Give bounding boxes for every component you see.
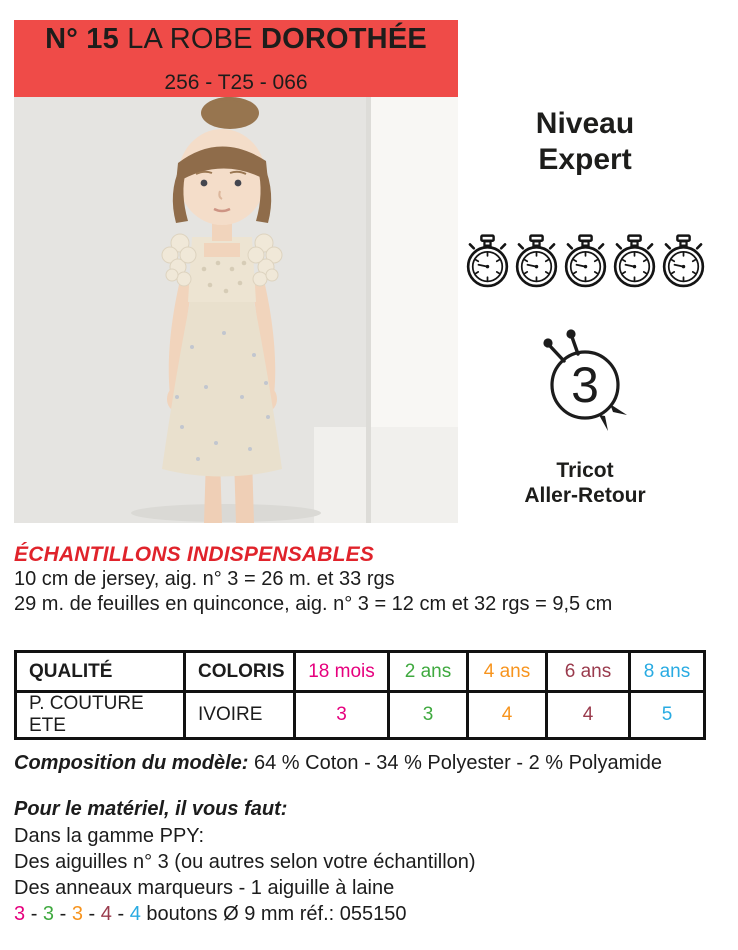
yarn-quantity-table [14,650,706,740]
separator: - [117,903,125,925]
composition-value: 64 % Coton - 34 % Polyester - 2 % Polyamide [254,752,662,774]
buttons-suffix: boutons Ø 9 mm réf.: 055150 [146,903,407,925]
qty-6ans: 4 [547,692,630,739]
level-label [452,106,718,178]
model-photo-illustration [14,97,458,523]
stopwatch-icon [661,234,706,289]
difficulty-stopwatches [452,234,718,289]
qty-8ans: 5 [630,692,705,739]
level-word-1: Niveau [535,107,635,140]
table-data-row [16,692,705,739]
button-count-4ans: 3 [71,903,83,925]
buttons-line [14,903,407,926]
button-count-18mois: 3 [14,903,26,925]
model-photo [14,97,458,523]
pattern-reference: 256 - T25 - 066 [164,71,308,94]
craft-line-2: Aller-Retour [524,484,646,507]
swatches-heading: ÉCHANTILLONS INDISPENSABLES [14,543,375,566]
size-header-4ans: 4 ans [468,652,547,692]
button-count-6ans: 4 [100,903,112,925]
composition-line [14,752,662,775]
quality-value: P. COUTURE ETE [16,692,185,739]
quality-header: QUALITÉ [16,652,185,692]
coloris-header: COLORIS [185,652,295,692]
materials-line-1: Dans la gamme PPY: [14,825,205,847]
title-banner [14,20,458,97]
page-title [14,23,458,56]
materials-heading: Pour le matériel, il vous faut: [14,798,288,820]
stopwatch-icon [514,234,559,289]
needle-size-icon [523,324,647,440]
stopwatch-icon [612,234,657,289]
craft-type-label [452,458,718,508]
qty-2ans: 3 [389,692,468,739]
level-word-2: Expert [538,143,632,176]
button-count-8ans: 4 [129,903,141,925]
size-header-2ans: 2 ans [389,652,468,692]
separator: - [30,903,38,925]
stopwatch-icon [465,234,510,289]
qty-18mois: 3 [295,692,389,739]
swatch-gauge-line-1: 10 cm de jersey, aig. n° 3 = 26 m. et 33 rgs [14,568,395,590]
button-count-2ans: 3 [42,903,55,925]
craft-line-1: Tricot [556,459,614,482]
pattern-article: LA ROBE [127,23,253,55]
pattern-name: DOROTHÉE [260,23,427,55]
size-header-6ans: 6 ans [547,652,630,692]
swatch-gauge-line-2: 29 m. de feuilles en quinconce, aig. n° 3 = 12 cm et 32 rgs = 9,5 cm [14,593,613,615]
table-header-row [16,652,705,692]
size-header-8ans: 8 ans [630,652,705,692]
materials-line-3: Des anneaux marqueurs - 1 aiguille à laine [14,877,395,899]
composition-label: Composition du modèle: [14,752,249,774]
coloris-value: IVOIRE [185,692,295,739]
qty-4ans: 4 [468,692,547,739]
separator: - [88,903,96,925]
needle-size-badge [452,324,718,440]
materials-line-2: Des aiguilles n° 3 (ou autres selon votre échantillon) [14,851,476,873]
size-header-18mois: 18 mois [295,652,389,692]
pattern-number: N° 15 [45,23,119,55]
separator: - [59,903,67,925]
stopwatch-icon [563,234,608,289]
